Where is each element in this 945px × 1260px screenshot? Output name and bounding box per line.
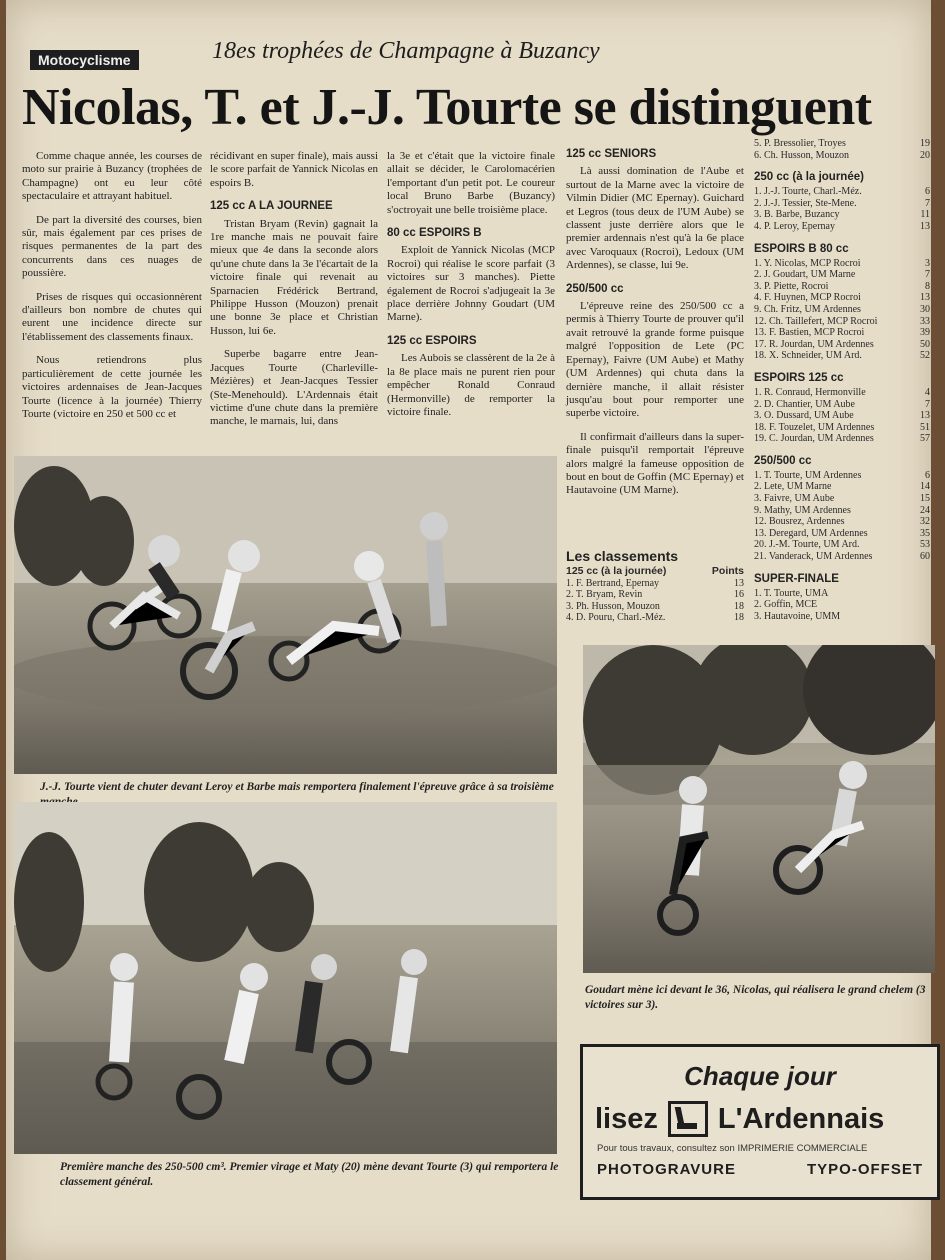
result-row <box>754 493 930 505</box>
paragraph: De part la diversité des courses, bien sûr, mais également par ces prises de risques permanentes de la part des concurrents dans ces nuages de poussière. <box>22 213 202 280</box>
result-row <box>754 422 930 434</box>
results-column <box>754 138 930 622</box>
result-name: 6. Ch. Husson, Mouzon <box>754 149 850 161</box>
results-list-espoirs-125 <box>754 387 930 445</box>
motorcycles-illustration <box>14 802 557 1154</box>
ardennais-advertisement <box>580 1044 940 1200</box>
result-name: 17. R. Jourdan, UM Ardennes <box>754 338 874 350</box>
result-row <box>754 316 930 328</box>
result-row <box>754 599 930 611</box>
result-row <box>754 588 930 600</box>
result-row <box>754 505 930 517</box>
results-group-heading: 250 cc (à la journée) <box>754 171 864 184</box>
photo-goudart-leads <box>583 645 935 973</box>
result-row <box>754 433 930 445</box>
results-group-heading: SUPER-FINALE <box>754 572 839 585</box>
result-row <box>566 578 744 590</box>
result-name: 12. Ch. Taillefert, MCP Rocroi <box>754 315 878 327</box>
result-row <box>754 209 930 221</box>
result-row <box>754 410 930 422</box>
results-group-heading: ESPOIRS B 80 cc <box>754 242 849 255</box>
result-row <box>754 611 930 623</box>
result-row <box>754 539 930 551</box>
result-row <box>754 281 930 293</box>
ad-brand-line <box>595 1101 884 1137</box>
section-kicker: Motocyclisme <box>30 50 139 70</box>
result-name: 2. J. Goudart, UM Marne <box>754 269 856 281</box>
result-points: 18 <box>734 612 744 624</box>
ardennais-logo-icon <box>668 1101 708 1137</box>
photo-caption: J.-J. Tourte vient de chuter devant Leroy et Barbe mais remportera finalement l'épreuve grâce à sa troisième <box>40 781 554 793</box>
result-points: 51 <box>920 421 930 433</box>
section-heading: 80 cc ESPOIRS B <box>387 227 482 240</box>
ad-services <box>597 1161 923 1178</box>
result-points: 16 <box>734 589 744 601</box>
result-row <box>754 528 930 540</box>
result-points: 13 <box>734 577 744 589</box>
article-column-1 <box>22 150 202 431</box>
results-list-espoirs-b <box>754 258 930 362</box>
section-heading: 125 cc A LA JOURNEE <box>210 200 333 213</box>
result-points: 35 <box>920 527 930 539</box>
result-name: 18. F. Touzelet, UM Ardennes <box>754 421 875 433</box>
result-points: 3 <box>925 257 930 269</box>
result-points: 33 <box>920 315 930 327</box>
result-name: 19. C. Jourdan, UM Ardennes <box>754 433 874 445</box>
result-name: 1. Y. Nicolas, MCP Rocroi <box>754 257 861 269</box>
section-heading: 250/500 cc <box>566 282 624 295</box>
results-list-superfinale <box>754 588 930 623</box>
result-name: 3. Hautavoine, UMM <box>754 610 841 622</box>
paragraph: Tristan Bryam (Revin) gagnait la 1re manche mais ne pouvait faire mieux que 4e dans la seconde alors qu'une chute dans la 3e l'écartait de la victoire finale qui revenait au Sparnacien Frédérick Bertrand, Philippe Husson (Mouzon) prenait une bonne 3e place et Christian Husson, lui 6e. <box>210 217 378 337</box>
result-name: 3. B. Barbe, Buzancy <box>754 209 840 221</box>
result-points: 24 <box>920 504 930 516</box>
paragraph: Nous retiendrons plus particulièrement de cette journée les victoires ardennaises de Jean-Jacques Tourte (licence à la journée) Thierry Tourte (victoire en 250 et 500 cc et <box>22 354 202 420</box>
result-points: 57 <box>920 433 930 445</box>
result-points: 20 <box>920 149 930 161</box>
ad-tagline: Chaque jour <box>684 1061 836 1091</box>
article-column-4 <box>566 140 744 508</box>
result-name: 4. P. Leroy, Epernay <box>754 220 835 232</box>
result-name: 5. P. Bressolier, Troyes <box>754 138 846 149</box>
result-points: 13 <box>920 292 930 304</box>
result-row <box>754 150 930 162</box>
result-name: 1. R. Conraud, Hermonville <box>754 386 866 398</box>
section-heading: 125 cc SENIORS <box>566 148 657 160</box>
result-points: 32 <box>920 516 930 528</box>
results-list-125j <box>566 578 744 624</box>
paragraph: Les Aubois se classèrent de la 2e à la 8e place mais ne purent rien pour empêcher Ronald Conraud (Hermonville) de remporter la victoire finale. <box>387 352 555 418</box>
result-row <box>754 258 930 270</box>
article-subhead: 18es trophées de Champagne à Buzancy <box>212 38 600 64</box>
result-name: 2. Goffin, MCE <box>754 599 818 611</box>
result-name: 13. Deregard, UM Ardennes <box>754 527 868 539</box>
paragraph: récidivant en super finale), mais aussi le score parfait de Yannick Nicolas en espoirs B. <box>210 150 378 189</box>
result-points: 39 <box>920 327 930 339</box>
paragraph: Prises de risques qui occasionnèrent d'ailleurs bon nombre de chutes qui eurent une incidence directe sur l'établissement des classements finaux. <box>22 290 202 343</box>
result-row <box>754 387 930 399</box>
results-list-125j-continued <box>754 138 930 161</box>
result-points: 50 <box>920 338 930 350</box>
result-row <box>754 304 930 316</box>
photo-caption: Première manche des 250-500 cm³. Premier virage et Maty (20) mène devant Tourte (3) qui remportera le classement général. <box>60 1161 559 1188</box>
motorcycles-illustration <box>583 645 935 973</box>
motorcycles-illustration <box>14 456 557 774</box>
results-title: Les classements <box>566 548 679 564</box>
result-points: 52 <box>920 350 930 362</box>
result-name: 12. Bousrez, Ardennes <box>754 516 845 528</box>
result-points: 7 <box>925 197 930 209</box>
result-points: 15 <box>920 493 930 505</box>
points-label: Points <box>711 565 744 577</box>
section-heading: 125 cc ESPOIRS <box>387 334 477 347</box>
paragraph: L'épreuve reine des 250/500 cc a permis à Thierry Tourte de prouver qu'il avait retrouvé la grande forme puisque malgré l'opposition de Lete (PC Epernay), Faivre (UM Aube) et Mathy (UM Ardennes) qui chuta dans la dernière manche, il allait résister jusqu'au bout pour remporter une superbe victoire. <box>566 300 744 420</box>
result-row <box>754 186 930 198</box>
ad-small-print: Pour tous travaux, consultez son IMPRIMERIE COMMERCIALE <box>597 1143 868 1154</box>
result-row <box>566 601 744 613</box>
result-row <box>754 292 930 304</box>
result-name: 4. D. Pouru, Charl.-Méz. <box>566 612 666 624</box>
result-name: 2. T. Bryam, Revin <box>566 589 643 601</box>
result-name: 2. D. Chantier, UM Aube <box>754 398 855 410</box>
result-points: 7 <box>925 398 930 410</box>
result-row <box>754 399 930 411</box>
result-points: 6 <box>925 469 930 481</box>
result-row <box>566 612 744 624</box>
result-name: 18. X. Schneider, UM Ard. <box>754 350 862 362</box>
result-name: 3. Faivre, UM Aube <box>754 493 835 505</box>
result-row <box>754 470 930 482</box>
result-name: 2. J.-J. Tessier, Ste-Mene. <box>754 197 857 209</box>
result-row <box>754 138 930 150</box>
paragraph: la 3e et c'était que la victoire finale allait se décider, le Carolomacérien l'emportant d'un petit pot. Le coureur local Bruno Barbe (Buzancy) s'octroyait une belle troisième place. <box>387 150 555 216</box>
result-name: 1. T. Tourte, UMA <box>754 587 829 599</box>
paragraph: Exploit de Yannick Nicolas (MCP Rocroi) qui réalise le score parfait (3 victoires sur 3 manches). Piette également de Rocroi s'adjugeait la 3e place derrière Johnny Goudart (UM Marne). <box>387 244 555 324</box>
result-points: 13 <box>920 410 930 422</box>
result-points: 6 <box>925 186 930 198</box>
results-block <box>566 548 744 624</box>
photo-caption: Goudart mène ici devant le 36, Nicolas, qui réalisera le grand chelem (3 victoires sur 3). <box>585 984 926 1011</box>
ad-lisez: lisez <box>595 1102 658 1135</box>
result-points: 13 <box>920 220 930 232</box>
result-points: 19 <box>920 138 930 149</box>
result-row <box>754 551 930 563</box>
result-name: 9. Mathy, UM Ardennes <box>754 504 851 516</box>
result-name: 21. Vanderack, UM Ardennes <box>754 551 873 563</box>
paragraph: Comme chaque année, les courses de moto sur prairie à Buzancy (trophées de Champagne) ont eu leur côté spectaculaire et attrayant habituel. <box>22 150 202 203</box>
result-name: 20. J.-M. Tourte, UM Ard. <box>754 539 860 551</box>
result-name: 2. Lete, UM Marne <box>754 481 832 493</box>
result-row <box>754 516 930 528</box>
ad-service-left: PHOTOGRAVURE <box>597 1161 736 1178</box>
article-column-2 <box>210 150 378 439</box>
result-points: 53 <box>920 539 930 551</box>
result-points: 7 <box>925 269 930 281</box>
result-row <box>754 350 930 362</box>
results-group-heading: 250/500 cc <box>754 454 812 467</box>
result-row <box>566 589 744 601</box>
result-points: 60 <box>920 551 930 563</box>
result-name: 1. F. Bertrand, Epernay <box>566 577 660 589</box>
result-name: 3. Ph. Husson, Mouzon <box>566 600 660 612</box>
result-name: 3. O. Dussard, UM Aube <box>754 410 854 422</box>
result-row <box>754 198 930 210</box>
result-points: 14 <box>920 481 930 493</box>
result-row <box>754 481 930 493</box>
photo-race-crash <box>14 456 557 774</box>
result-name: 1. J.-J. Tourte, Charl.-Méz. <box>754 186 862 198</box>
results-list-250-500 <box>754 470 930 563</box>
result-points: 30 <box>920 303 930 315</box>
article-headline: Nicolas, T. et J.-J. Tourte se distinguent <box>22 79 872 136</box>
ad-service-right: TYPO-OFFSET <box>807 1161 923 1178</box>
result-name: 13. F. Bastien, MCP Rocroi <box>754 327 865 339</box>
result-name: 9. Ch. Fritz, UM Ardennes <box>754 303 861 315</box>
result-row <box>754 221 930 233</box>
result-points: 11 <box>920 209 930 221</box>
result-name: 1. T. Tourte, UM Ardennes <box>754 469 862 481</box>
results-group-heading: 125 cc (à la journée) <box>566 565 667 577</box>
article-column-3 <box>387 150 555 429</box>
paragraph: Là aussi domination de l'Aube et surtout de la Marne avec la victoire de Vilmin Didier (MC Epernay). Guichard et Legros (tous deux de l'UM Aube) se classent juste derrière alors que le premier ardennais n'est qu'à la 6e place avec Varoquaux (Rocroi), Ledoux (UM Ardennes), se classe, lui 9e. <box>566 165 744 272</box>
photo-first-corner <box>14 802 557 1154</box>
result-name: 3. P. Piette, Rocroi <box>754 280 829 292</box>
result-points: 4 <box>925 386 930 398</box>
ad-brand: L'Ardennais <box>717 1102 885 1135</box>
result-name: 4. F. Huynen, MCP Rocroi <box>754 292 861 304</box>
results-group-header <box>566 566 744 578</box>
result-row <box>754 327 930 339</box>
results-list-250j <box>754 186 930 232</box>
results-group-heading: ESPOIRS 125 cc <box>754 371 844 384</box>
result-points: 18 <box>734 600 744 612</box>
result-row <box>754 339 930 351</box>
result-points: 8 <box>925 280 930 292</box>
paragraph: Superbe bagarre entre Jean-Jacques Tourte (Charleville-Mézières) et Jean-Jacques Tessier (Ste-Menehould). L'Ardennais était victime d'une chute dans la première manche, le marnais, lui, dans <box>210 348 378 428</box>
paragraph: Il confirmait d'ailleurs dans la super-finale puisqu'il remportait l'épreuve alors malgré la fameuse opposition de bout en bout de Goffin (MC Epernay) et Hautavoine (UM Marne). <box>566 430 744 497</box>
result-row <box>754 269 930 281</box>
